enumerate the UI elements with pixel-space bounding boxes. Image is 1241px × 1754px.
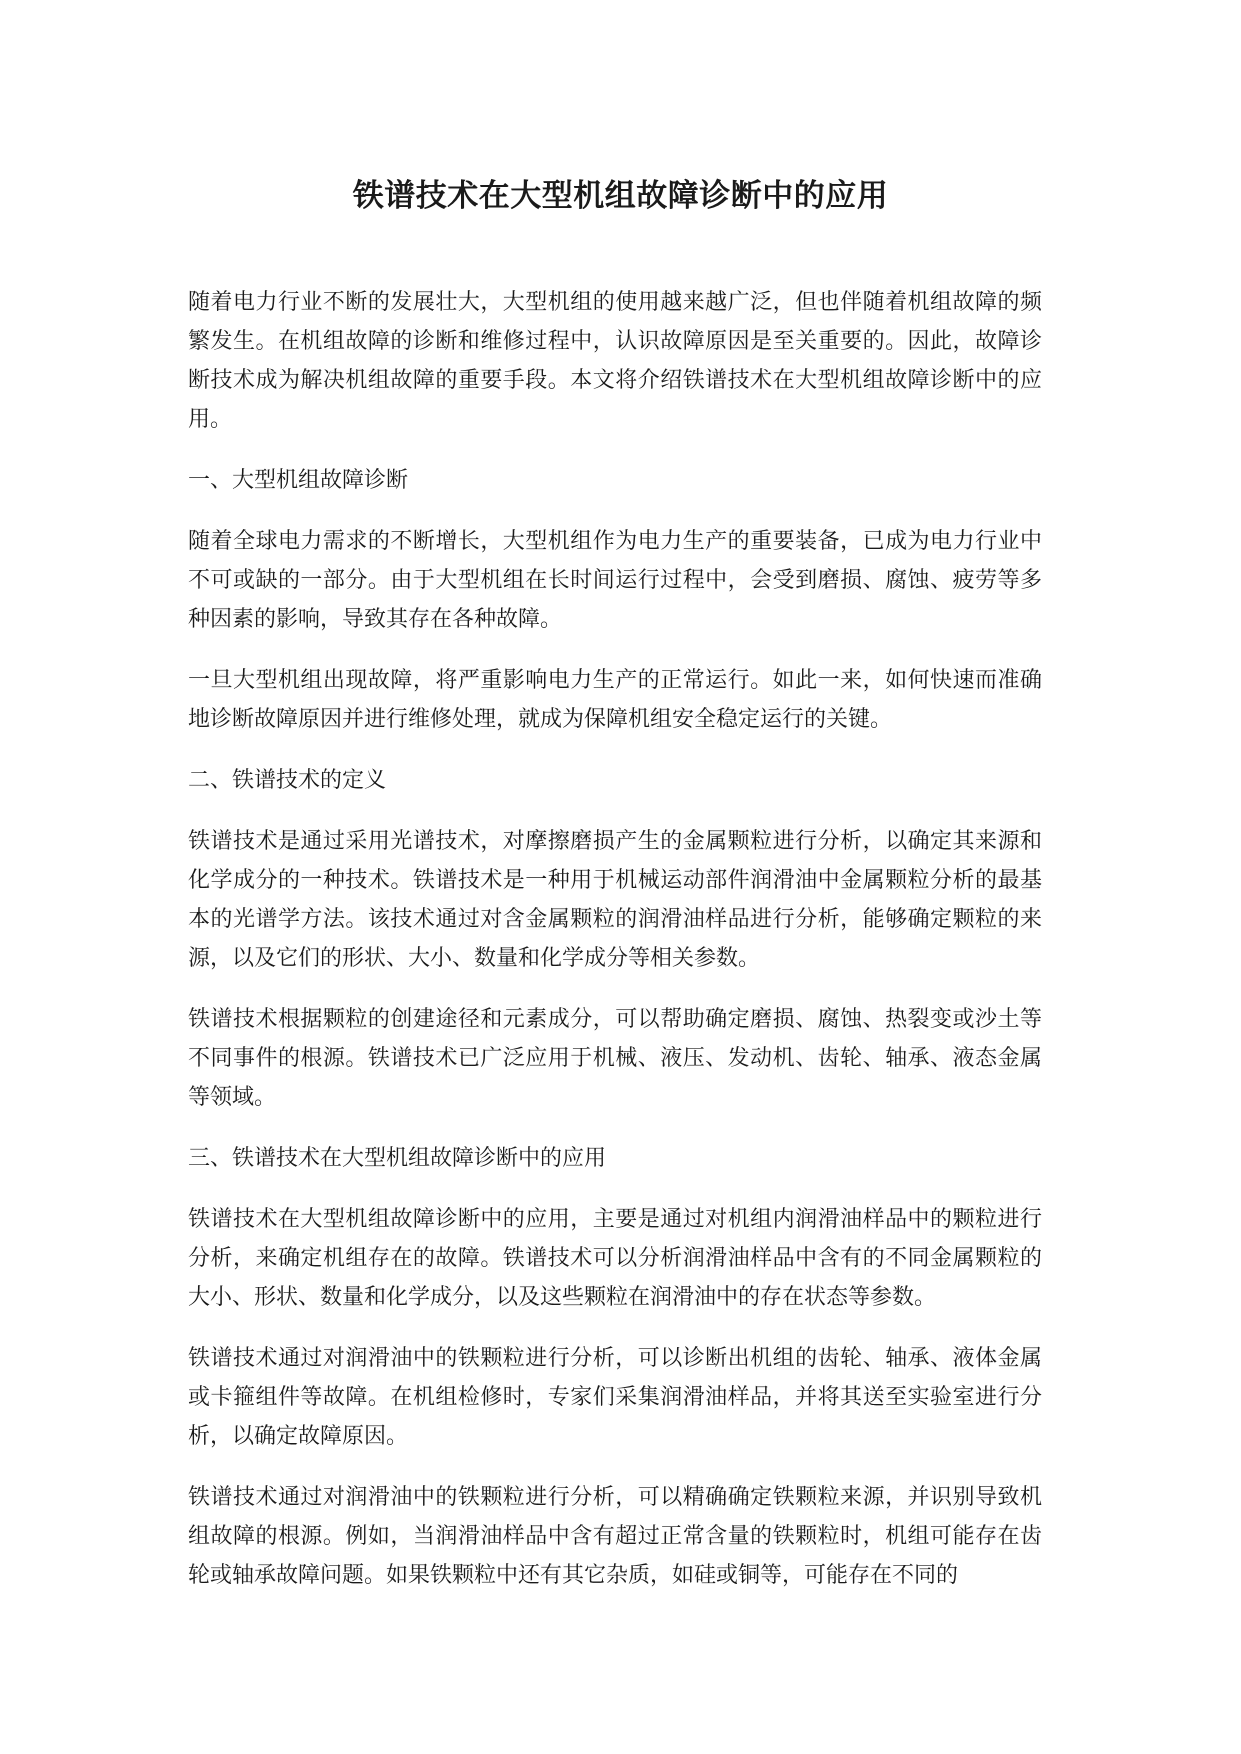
paragraph: 铁谱技术通过对润滑油中的铁颗粒进行分析，可以诊断出机组的齿轮、轴承、液体金属或卡箍组件等故障。在机组检修时，专家们采集润滑油样品，并将其送至实验室进行分析，以确定故障原因。: [188, 1346, 1042, 1449]
section-heading-2: 二、铁谱技术的定义: [188, 768, 387, 793]
section-heading-3: 三、铁谱技术在大型机组故障诊断中的应用: [188, 1146, 607, 1171]
paragraph: 铁谱技术通过对润滑油中的铁颗粒进行分析，可以精确确定铁颗粒来源，并识别导致机组故障的根源。例如，当润滑油样品中含有超过正常含量的铁颗粒时，机组可能存在齿轮或轴承故障问题。如果铁颗粒中还有其它杂质，如硅或铜等，可能存在不同的: [188, 1485, 1042, 1588]
document-body: [188, 283, 1042, 1617]
paragraph: 一旦大型机组出现故障，将严重影响电力生产的正常运行。如此一来，如何快速而准确地诊断故障原因并进行维修处理，就成为保障机组安全稳定运行的关键。: [188, 668, 1042, 732]
paragraph: 铁谱技术根据颗粒的创建途径和元素成分，可以帮助确定磨损、腐蚀、热裂变或沙土等不同事件的根源。铁谱技术已广泛应用于机械、液压、发动机、齿轮、轴承、液态金属等领域。: [188, 1007, 1042, 1110]
document-title: 铁谱技术在大型机组故障诊断中的应用: [352, 178, 889, 214]
section-heading-1: 一、大型机组故障诊断: [188, 468, 409, 493]
paragraph-intro: 随着电力行业不断的发展壮大，大型机组的使用越来越广泛，但也伴随着机组故障的频繁发生。在机组故障的诊断和维修过程中，认识故障原因是至关重要的。因此，故障诊断技术成为解决机组故障的重要手段。本文将介绍铁谱技术在大型机组故障诊断中的应用。: [188, 290, 1042, 432]
paragraph: 随着全球电力需求的不断增长，大型机组作为电力生产的重要装备，已成为电力行业中不可或缺的一部分。由于大型机组在长时间运行过程中，会受到磨损、腐蚀、疲劳等多种因素的影响，导致其存在各种故障。: [188, 529, 1042, 632]
paragraph: 铁谱技术是通过采用光谱技术，对摩擦磨损产生的金属颗粒进行分析，以确定其来源和化学成分的一种技术。铁谱技术是一种用于机械运动部件润滑油中金属颗粒分析的最基本的光谱学方法。该技术通过对含金属颗粒的润滑油样品进行分析，能够确定颗粒的来源，以及它们的形状、大小、数量和化学成分等相关参数。: [188, 829, 1042, 971]
paragraph: 铁谱技术在大型机组故障诊断中的应用，主要是通过对机组内润滑油样品中的颗粒进行分析，来确定机组存在的故障。铁谱技术可以分析润滑油样品中含有的不同金属颗粒的大小、形状、数量和化学成分，以及这些颗粒在润滑油中的存在状态等参数。: [188, 1207, 1042, 1310]
